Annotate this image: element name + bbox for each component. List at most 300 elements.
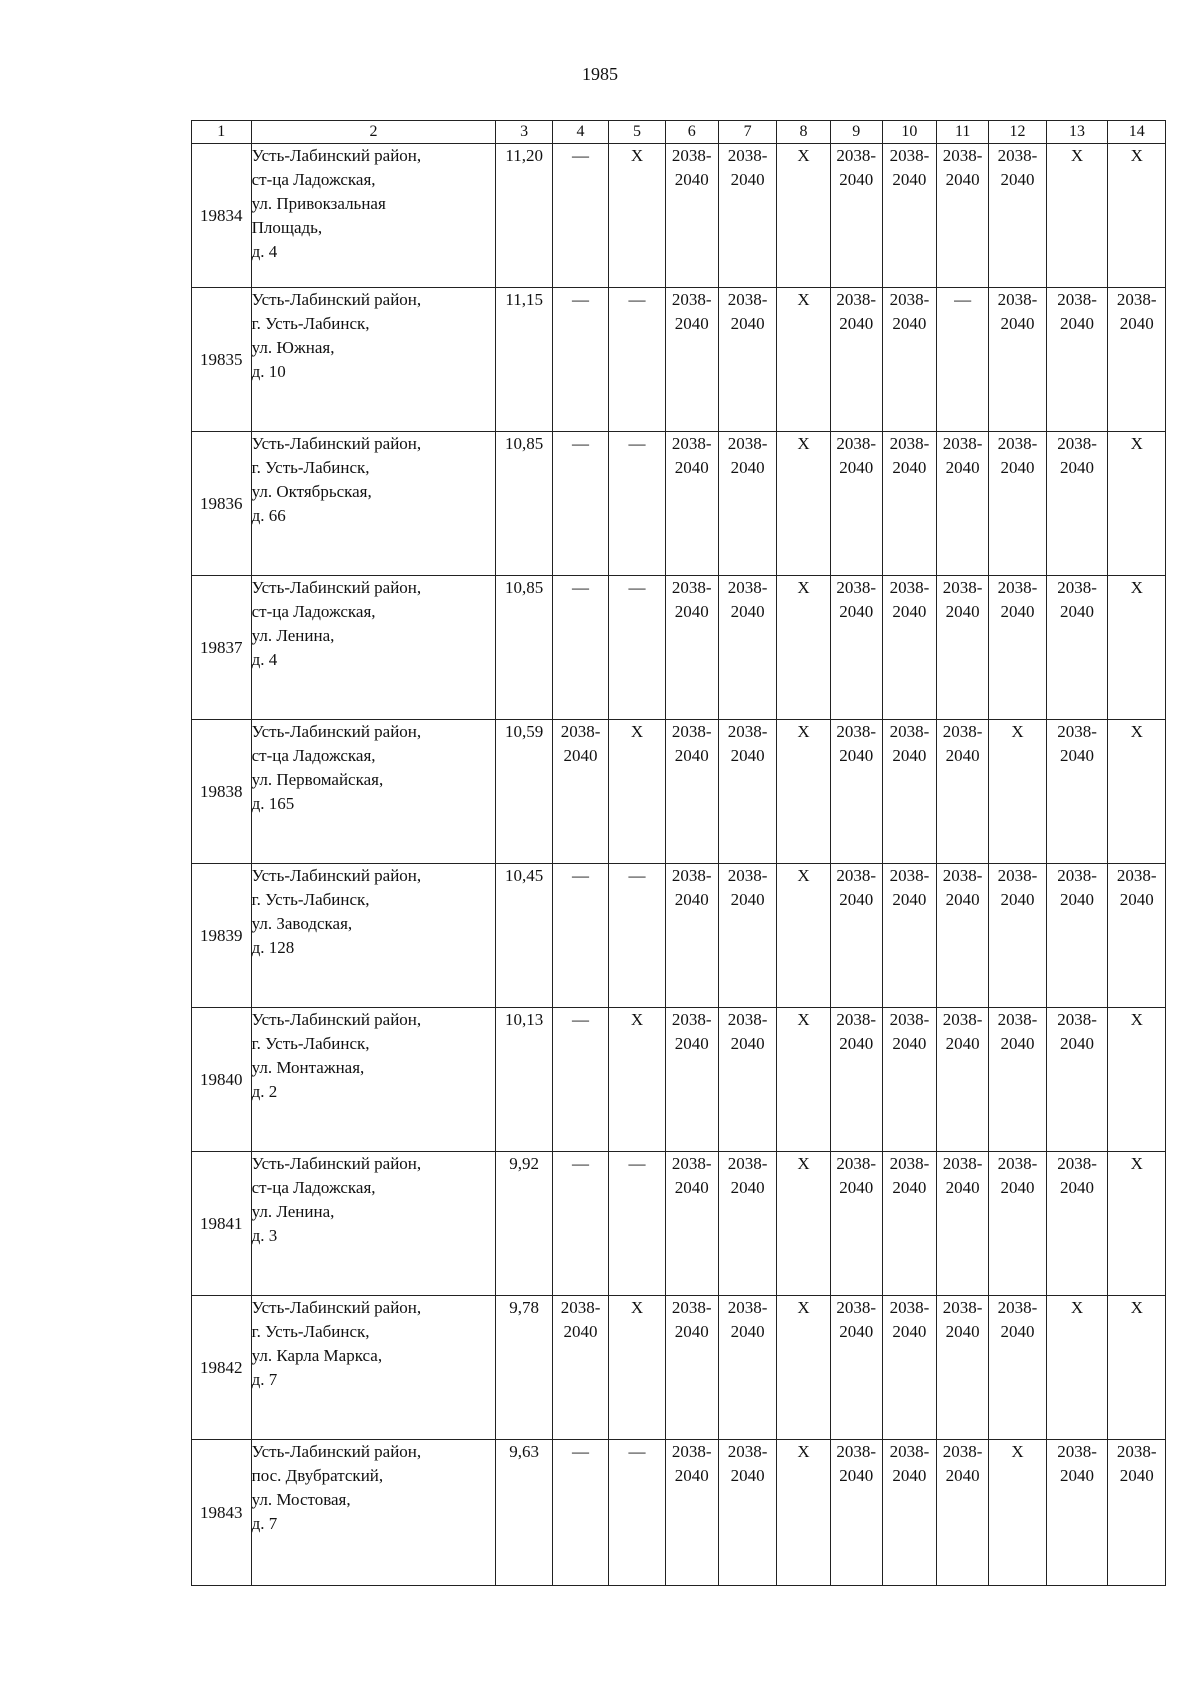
period-part: 2040 [730, 1178, 765, 1197]
address-line: ул. Заводская, [251, 914, 353, 933]
period-part: 2040 [892, 458, 927, 477]
address-line: д. 165 [251, 794, 295, 813]
period-part: 2040 [1000, 602, 1035, 621]
record-number: 19843 [192, 1440, 252, 1586]
address-line: ул. Первомайская, [251, 770, 384, 789]
table-row [192, 720, 1166, 864]
work-period-cell [830, 432, 882, 576]
period-part: 2038- [836, 146, 877, 165]
period-part: 2040 [730, 314, 765, 333]
work-period-cell: X [989, 1440, 1046, 1586]
period-part: 2038- [560, 722, 601, 741]
address-line: Усть-Лабинский район, [251, 146, 422, 165]
work-period-cell: — [552, 432, 608, 576]
work-period-cell: — [609, 1440, 665, 1586]
period-part: 2038- [997, 146, 1038, 165]
period-part: 2038- [889, 290, 930, 309]
work-period-cell: X [777, 432, 830, 576]
address-line: г. Усть-Лабинск, [251, 314, 370, 333]
period-part: 2038- [836, 866, 877, 885]
address-line: г. Усть-Лабинск, [251, 1322, 370, 1341]
period-part: 2040 [839, 1322, 874, 1341]
record-number: 19838 [192, 720, 252, 864]
work-period-cell [665, 1152, 718, 1296]
address-line: д. 7 [251, 1514, 278, 1533]
period-part: 2038- [836, 290, 877, 309]
work-period-cell [830, 1152, 882, 1296]
area-value-cell: 9,92 [496, 1152, 552, 1296]
work-period-cell: X [1108, 432, 1166, 576]
work-period-cell [882, 432, 936, 576]
table-row [192, 1008, 1166, 1152]
period-part: 2038- [942, 1298, 983, 1317]
record-number: 19841 [192, 1152, 252, 1296]
area-value-cell: 10,13 [496, 1008, 552, 1152]
period-part: 2040 [945, 890, 980, 909]
period-part: 2040 [839, 1178, 874, 1197]
work-period-cell: — [937, 288, 989, 432]
column-header: 11 [937, 121, 989, 144]
period-part: 2040 [674, 458, 709, 477]
address-line: д. 2 [251, 1082, 278, 1101]
record-number: 19835 [192, 288, 252, 432]
period-part: 2040 [839, 170, 874, 189]
period-part: 2038- [1057, 722, 1097, 741]
period-part: 2040 [1000, 1034, 1035, 1053]
period-part: 2040 [1119, 1466, 1154, 1485]
period-part: 2038- [889, 434, 930, 453]
period-part: 2040 [1060, 602, 1095, 621]
period-part: 2038- [889, 1010, 930, 1029]
period-part: 2040 [1119, 314, 1154, 333]
work-period-cell: X [777, 1296, 830, 1440]
work-period-cell: X [1108, 720, 1166, 864]
address-line: ул. Ленина, [251, 1202, 335, 1221]
period-part: 2040 [674, 314, 709, 333]
work-period-cell [1046, 864, 1108, 1008]
period-part: 2038- [671, 722, 712, 741]
table-row [192, 1296, 1166, 1440]
period-part: 2038- [889, 1298, 930, 1317]
address-line: Усть-Лабинский район, [251, 434, 422, 453]
work-period-cell [882, 864, 936, 1008]
work-period-cell [1046, 1008, 1108, 1152]
table-row [192, 864, 1166, 1008]
address-line: ст-ца Ладожская, [251, 170, 376, 189]
period-part: 2040 [674, 1322, 709, 1341]
address-line: д. 7 [251, 1370, 278, 1389]
column-header: 8 [777, 121, 830, 144]
work-period-cell: X [1108, 1296, 1166, 1440]
table-row [192, 288, 1166, 432]
period-part: 2040 [892, 602, 927, 621]
work-period-cell: — [609, 432, 665, 576]
period-part: 2040 [674, 1466, 709, 1485]
period-part: 2040 [839, 1034, 874, 1053]
work-period-cell: — [552, 144, 608, 288]
address-cell [251, 1008, 496, 1152]
address-line: Усть-Лабинский район, [251, 1154, 422, 1173]
period-part: 2038- [889, 866, 930, 885]
period-part: 2038- [942, 866, 983, 885]
period-part: 2038- [942, 146, 983, 165]
period-part: 2038- [836, 434, 877, 453]
work-period-cell [989, 576, 1046, 720]
work-period-cell [830, 720, 882, 864]
address-line: г. Усть-Лабинск, [251, 458, 370, 477]
address-line: г. Усть-Лабинск, [251, 890, 370, 909]
address-line: Усть-Лабинский район, [251, 1298, 422, 1317]
period-part: 2040 [945, 1178, 980, 1197]
work-period-cell [989, 864, 1046, 1008]
period-part: 2038- [997, 1298, 1038, 1317]
period-part: 2040 [674, 746, 709, 765]
period-part: 2038- [671, 1154, 712, 1173]
period-part: 2038- [727, 146, 768, 165]
period-part: 2038- [1057, 290, 1097, 309]
address-line: ул. Карла Маркса, [251, 1346, 383, 1365]
period-part: 2040 [1060, 1034, 1095, 1053]
address-line: Площадь, [251, 218, 323, 237]
work-period-cell: X [777, 144, 830, 288]
period-part: 2040 [730, 602, 765, 621]
work-period-cell: — [552, 288, 608, 432]
work-period-cell [665, 720, 718, 864]
work-period-cell [718, 864, 777, 1008]
period-part: 2040 [1000, 1322, 1035, 1341]
work-period-cell: — [609, 1152, 665, 1296]
work-period-cell [989, 144, 1046, 288]
address-line: пос. Двубратский, [251, 1466, 384, 1485]
column-header: 3 [496, 121, 552, 144]
address-line: ул. Октябрьская, [251, 482, 372, 501]
column-header: 4 [552, 121, 608, 144]
table-row [192, 1440, 1166, 1586]
record-number: 19842 [192, 1296, 252, 1440]
address-line: д. 3 [251, 1226, 278, 1245]
work-period-cell [989, 1008, 1046, 1152]
period-part: 2040 [730, 1034, 765, 1053]
period-part: 2038- [997, 434, 1038, 453]
period-part: 2040 [1119, 890, 1154, 909]
work-period-cell [718, 1008, 777, 1152]
work-period-cell [718, 720, 777, 864]
period-part: 2040 [892, 890, 927, 909]
work-period-cell [937, 1008, 989, 1152]
column-number-row [192, 121, 1166, 144]
period-part: 2040 [730, 1322, 765, 1341]
work-period-cell [830, 1440, 882, 1586]
period-part: 2040 [892, 746, 927, 765]
table-row [192, 576, 1166, 720]
work-period-cell: X [1046, 1296, 1108, 1440]
address-line: Усть-Лабинский район, [251, 1442, 422, 1461]
work-period-cell: X [609, 720, 665, 864]
period-part: 2040 [945, 746, 980, 765]
period-part: 2040 [892, 314, 927, 333]
period-part: 2038- [671, 1442, 712, 1461]
period-part: 2040 [839, 1466, 874, 1485]
address-line: ст-ца Ладожская, [251, 746, 376, 765]
address-line: д. 10 [251, 362, 286, 381]
work-period-cell [665, 1440, 718, 1586]
work-period-cell [937, 576, 989, 720]
area-value-cell: 9,78 [496, 1296, 552, 1440]
work-period-cell: — [609, 864, 665, 1008]
work-period-cell [718, 1152, 777, 1296]
period-part: 2040 [1000, 1178, 1035, 1197]
period-part: 2038- [942, 722, 983, 741]
area-value-cell: 11,15 [496, 288, 552, 432]
address-line: д. 128 [251, 938, 295, 957]
period-part: 2040 [945, 1322, 980, 1341]
work-period-cell [1046, 1440, 1108, 1586]
period-part: 2038- [889, 1442, 930, 1461]
work-period-cell [665, 1008, 718, 1152]
work-period-cell [552, 1296, 608, 1440]
record-number: 19840 [192, 1008, 252, 1152]
work-period-cell [665, 288, 718, 432]
period-part: 2040 [1060, 890, 1095, 909]
period-part: 2038- [727, 1010, 768, 1029]
address-cell [251, 288, 496, 432]
period-part: 2038- [1057, 578, 1097, 597]
work-period-cell [937, 1440, 989, 1586]
period-part: 2040 [674, 890, 709, 909]
period-part: 2040 [563, 1322, 598, 1341]
address-line: д. 4 [251, 650, 278, 669]
work-period-cell: X [777, 720, 830, 864]
work-period-cell: X [1108, 144, 1166, 288]
period-part: 2038- [942, 1010, 983, 1029]
work-period-cell [1046, 432, 1108, 576]
work-period-cell [665, 144, 718, 288]
address-line: ул. Южная, [251, 338, 335, 357]
period-part: 2040 [730, 890, 765, 909]
period-part: 2038- [1116, 290, 1157, 309]
address-line: ул. Привокзальная [251, 194, 386, 213]
address-line: Усть-Лабинский район, [251, 866, 422, 885]
work-period-cell [989, 288, 1046, 432]
address-line: Усть-Лабинский район, [251, 290, 422, 309]
period-part: 2040 [839, 890, 874, 909]
work-period-cell [830, 1008, 882, 1152]
table-row [192, 144, 1166, 288]
work-period-cell [718, 1440, 777, 1586]
address-cell [251, 1152, 496, 1296]
work-period-cell: X [1108, 576, 1166, 720]
period-part: 2038- [942, 434, 983, 453]
address-cell [251, 720, 496, 864]
period-part: 2038- [889, 1154, 930, 1173]
period-part: 2038- [671, 146, 712, 165]
column-header: 9 [830, 121, 882, 144]
area-value-cell: 9,63 [496, 1440, 552, 1586]
period-part: 2038- [727, 1298, 768, 1317]
work-period-cell: — [552, 864, 608, 1008]
work-period-cell: — [552, 1008, 608, 1152]
period-part: 2038- [997, 1154, 1038, 1173]
address-line: ул. Мостовая, [251, 1490, 351, 1509]
period-part: 2038- [560, 1298, 601, 1317]
work-period-cell: X [777, 288, 830, 432]
registry-body [192, 144, 1166, 1586]
table-row [192, 432, 1166, 576]
work-period-cell: X [609, 1296, 665, 1440]
period-part: 2040 [1000, 170, 1035, 189]
work-period-cell [882, 144, 936, 288]
address-line: ул. Монтажная, [251, 1058, 365, 1077]
period-part: 2040 [1060, 1178, 1095, 1197]
period-part: 2038- [727, 434, 768, 453]
work-period-cell: — [552, 1440, 608, 1586]
address-line: ст-ца Ладожская, [251, 602, 376, 621]
period-part: 2040 [892, 1322, 927, 1341]
column-header: 5 [609, 121, 665, 144]
period-part: 2040 [1060, 458, 1095, 477]
work-period-cell [1108, 1440, 1166, 1586]
work-period-cell [665, 1296, 718, 1440]
work-period-cell: X [1108, 1008, 1166, 1152]
work-period-cell [882, 1152, 936, 1296]
work-period-cell: — [552, 576, 608, 720]
period-part: 2038- [942, 1442, 983, 1461]
period-part: 2040 [730, 458, 765, 477]
work-period-cell [830, 288, 882, 432]
period-part: 2040 [892, 1178, 927, 1197]
period-part: 2040 [1000, 458, 1035, 477]
work-period-cell [882, 1440, 936, 1586]
work-period-cell [665, 576, 718, 720]
work-period-cell [989, 1296, 1046, 1440]
work-period-cell [718, 1296, 777, 1440]
work-period-cell [937, 144, 989, 288]
address-line: Усть-Лабинский район, [251, 722, 422, 741]
work-period-cell [1108, 864, 1166, 1008]
period-part: 2038- [942, 578, 983, 597]
record-number: 19836 [192, 432, 252, 576]
period-part: 2038- [1057, 434, 1097, 453]
work-period-cell: — [609, 576, 665, 720]
work-period-cell [989, 1152, 1046, 1296]
column-header: 7 [718, 121, 777, 144]
work-period-cell [1108, 288, 1166, 432]
work-period-cell [882, 720, 936, 864]
work-period-cell [718, 288, 777, 432]
address-line: Усть-Лабинский район, [251, 1010, 422, 1029]
period-part: 2040 [839, 746, 874, 765]
period-part: 2038- [997, 290, 1038, 309]
work-period-cell: X [609, 1008, 665, 1152]
period-part: 2038- [671, 1010, 712, 1029]
address-line: г. Усть-Лабинск, [251, 1034, 370, 1053]
column-header: 10 [882, 121, 936, 144]
period-part: 2038- [671, 434, 712, 453]
work-period-cell: — [552, 1152, 608, 1296]
period-part: 2040 [674, 1178, 709, 1197]
period-part: 2040 [892, 1034, 927, 1053]
address-line: д. 66 [251, 506, 286, 525]
address-line: д. 4 [251, 242, 278, 261]
area-value-cell: 10,85 [496, 432, 552, 576]
period-part: 2038- [727, 1154, 768, 1173]
work-period-cell [830, 1296, 882, 1440]
work-period-cell [1046, 576, 1108, 720]
period-part: 2040 [945, 458, 980, 477]
work-period-cell [830, 864, 882, 1008]
column-header: 14 [1108, 121, 1166, 144]
period-part: 2038- [727, 290, 768, 309]
work-period-cell: X [777, 1440, 830, 1586]
period-part: 2038- [997, 578, 1038, 597]
work-period-cell: X [777, 1152, 830, 1296]
period-part: 2040 [839, 314, 874, 333]
work-period-cell [937, 1296, 989, 1440]
period-part: 2038- [1057, 1442, 1097, 1461]
work-period-cell [1046, 1152, 1108, 1296]
page-number: 1985 [582, 64, 618, 84]
work-period-cell [937, 720, 989, 864]
work-period-cell: X [777, 1008, 830, 1152]
work-period-cell [718, 432, 777, 576]
period-part: 2038- [671, 1298, 712, 1317]
period-part: 2038- [889, 578, 930, 597]
work-period-cell [882, 1296, 936, 1440]
period-part: 2038- [671, 578, 712, 597]
record-number: 19839 [192, 864, 252, 1008]
record-number: 19837 [192, 576, 252, 720]
period-part: 2040 [730, 746, 765, 765]
period-part: 2038- [1116, 1442, 1157, 1461]
period-part: 2038- [942, 1154, 983, 1173]
work-period-cell [1046, 288, 1108, 432]
area-value-cell: 10,45 [496, 864, 552, 1008]
column-header: 13 [1046, 121, 1108, 144]
work-period-cell: X [1108, 1152, 1166, 1296]
period-part: 2040 [1000, 314, 1035, 333]
column-header: 2 [251, 121, 496, 144]
period-part: 2040 [892, 1466, 927, 1485]
work-period-cell [882, 288, 936, 432]
work-period-cell [1046, 720, 1108, 864]
work-period-cell [830, 576, 882, 720]
period-part: 2038- [836, 1298, 877, 1317]
address-cell [251, 1296, 496, 1440]
period-part: 2040 [730, 170, 765, 189]
period-part: 2038- [889, 146, 930, 165]
period-part: 2040 [945, 170, 980, 189]
work-period-cell: X [609, 144, 665, 288]
area-value-cell: 10,85 [496, 576, 552, 720]
work-period-cell [989, 432, 1046, 576]
period-part: 2040 [730, 1466, 765, 1485]
period-part: 2040 [674, 602, 709, 621]
table-row [192, 1152, 1166, 1296]
column-header: 1 [192, 121, 252, 144]
work-period-cell [937, 864, 989, 1008]
period-part: 2040 [839, 602, 874, 621]
period-part: 2038- [727, 866, 768, 885]
period-part: 2038- [836, 1442, 877, 1461]
period-part: 2040 [563, 746, 598, 765]
work-period-cell [718, 144, 777, 288]
period-part: 2040 [839, 458, 874, 477]
address-cell [251, 576, 496, 720]
period-part: 2038- [727, 578, 768, 597]
address-cell [251, 1440, 496, 1586]
period-part: 2040 [945, 1466, 980, 1485]
work-period-cell [882, 1008, 936, 1152]
